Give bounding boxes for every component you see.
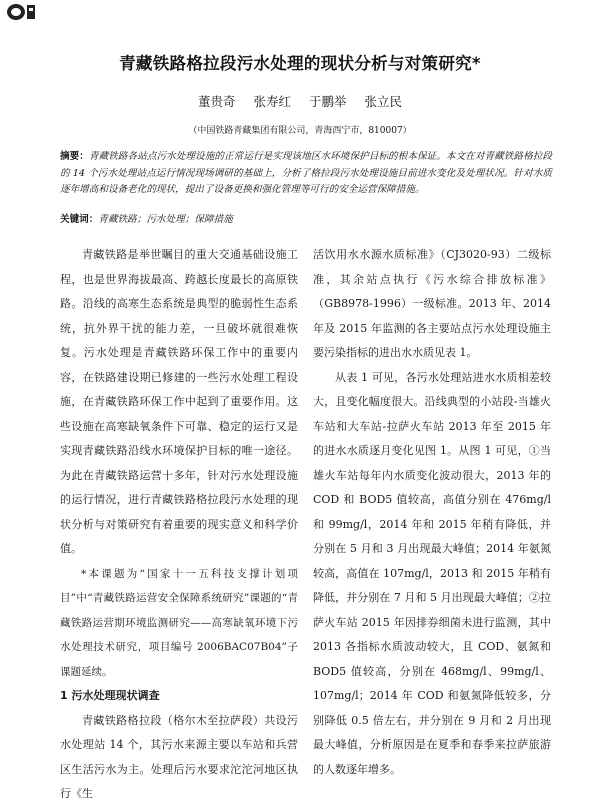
section-heading: 1 污水处理现状调查 [60,689,160,702]
paper-affiliation: （中国铁路青藏集团有限公司，青海西宁市，810007） [188,126,412,136]
abstract [60,149,552,199]
paper-authors: 董贵奇 张寿红 于鹏举 张立民 [198,94,402,109]
funding-footnote: *本课题为“国家十一五科技支撑计划项目”中“青藏铁路运营安全保障系统研究”课题的“青藏铁路运营期环境监测研究——高寒缺氧环境下污水处理技术研究，项目编号 2006BAC07B04”子课题延续。 [60,567,298,678]
abstract-label: 摘要： [60,151,89,162]
journal-logo-icon [6,2,36,22]
keywords-text: 青藏铁路；污水处理；保障措施 [98,214,233,225]
keywords-label: 关键词： [60,214,99,225]
continued-paragraph: 活饮用水水源水质标准》（CJ3020-93）二级标准，其余站点执行《污水综合排放标准》（GB8978-1996）一级标准。2013 年、2014 年及 2015 年监测的各主要站点污水处理设施主要污染指标的进出水水质见表 1。 [313,248,551,359]
intro-paragraph: 青藏铁路是举世瞩目的重大交通基础设施工程，也是世界海拔最高、跨越长度最长的高原铁路。沿线的高寒生态系统是典型的脆弱性生态系统，抗外界干扰的能力差，一旦破坏就很难恢复。污水处理是青藏铁路环保工作中的重要内容，在铁路建设期已修建的一些污水处理工程设施，在青藏铁路环保工作中起到了重要作用。这些设施在高寒缺氧条件下可靠、稳定的运行又是实现青藏铁路沿线水环境保护目标的唯一途径。为此在青藏铁路运营十多年，针对污水处理设施的运行情况，进行青藏铁路格拉段污水处理的现状分析与对策研究有着重要的现实意义和科学价值。 [60,248,298,555]
paper-title: 青藏铁路格拉段污水处理的现状分析与对策研究* [119,54,481,73]
right-column [313,243,551,782]
left-column [60,243,298,807]
section-paragraph: 青藏铁路格拉段（格尔木至拉萨段）共设污水处理站 14 个，其污水来源主要以车站和兵营区生活污水为主。处理后污水要求沱沱河地区执行《生 [60,713,298,800]
analysis-paragraph: 从表 1 可见，各污水处理站进水水质相差较大，且变化幅度很大。沿线典型的小站段-当雄火车站和大车站-拉萨火车站 2013 年至 2015 年的进水水质逐月变化见图 1。从图 1 可见，①当雄火车站每年内水质变化波动很大，2013 年的 COD 和 BOD5 值较高，高值分别在 476mg/l 和 99mg/l，2014 年和 2015 年稍有降低，并分别在 5 月和 3 月出现最大峰值；2014 年氨氮较高，高值在 107mg/l，2013 和 2015 年稍有降低，并分别在 7 月和 5 月出现最大峰值；②拉萨火车站 2015 年因排券细菌未进行监测，其中 2013 各指标水质波动较大，且 COD、氨氮和 BOD5 值较高，分别在 468mg/l、99mg/l、107mg/l；2014 年 COD 和氨氮降低较多，分别降低 0.5 倍左右，并分别在 9 月和 2 月出现最大峰值，分析原因是在夏季和春季来拉萨旅游的人数逐年增多。 [313,370,551,776]
abstract-text: 青藏铁路各站点污水处理设施的正常运行是实现该地区水环境保护目标的根本保证。本文在对青藏铁路格拉段的 14 个污水处理站点运行情况现场调研的基础上，分析了格拉段污水处理设施目前进水变化及处理状况。针对水质逐年增高和设备老化的现状，提出了设备更换和强化管理等可行的安全运营保障措施。 [60,151,553,195]
keywords [60,212,552,228]
